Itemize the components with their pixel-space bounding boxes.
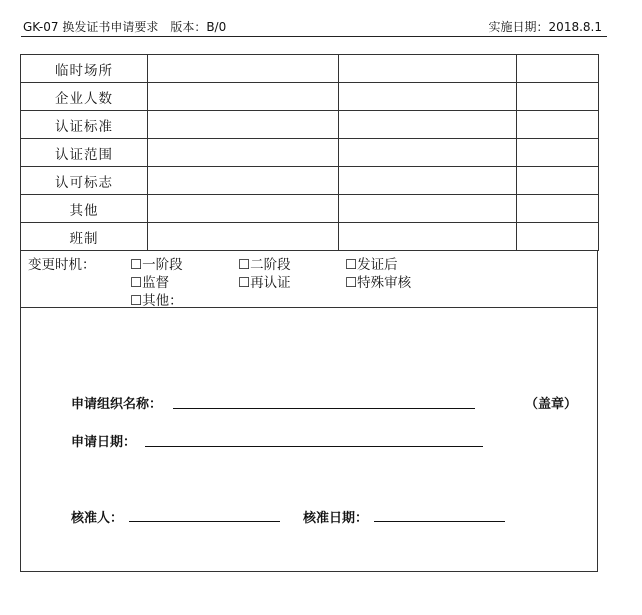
row-label: 认证范围 — [21, 139, 148, 167]
row-label: 认证标准 — [21, 111, 148, 139]
approver-label: 核准人： — [71, 511, 124, 526]
table-row — [21, 83, 599, 111]
table-cell[interactable] — [339, 83, 517, 111]
table-cell[interactable] — [517, 55, 599, 83]
table-cell[interactable] — [339, 111, 517, 139]
header-divider — [21, 36, 607, 37]
doc-code-version: GK-07 换发证书申请要求 版本：B/0 — [23, 20, 227, 34]
apply-date-line[interactable] — [145, 446, 483, 447]
table-cell[interactable] — [339, 223, 517, 251]
table-cell[interactable] — [339, 195, 517, 223]
approve-date-line[interactable] — [374, 521, 505, 522]
checkbox-stage-two[interactable]: ☐二阶段 — [238, 257, 291, 273]
apply-date-label: 申请日期： — [71, 435, 137, 450]
table-cell[interactable] — [339, 55, 517, 83]
table-cell[interactable] — [517, 223, 599, 251]
table-row — [21, 139, 599, 167]
table-cell[interactable] — [517, 83, 599, 111]
table-cell[interactable] — [517, 167, 599, 195]
table-row — [21, 223, 599, 251]
change-timing-label: 变更时机： — [28, 257, 96, 273]
table-row — [21, 111, 599, 139]
checkbox-stage-one[interactable]: ☐一阶段 — [130, 257, 183, 273]
table-cell[interactable] — [148, 195, 339, 223]
checkbox-other[interactable]: ☐其他： — [130, 293, 183, 309]
table-cell[interactable] — [148, 223, 339, 251]
checkbox-special-audit[interactable]: ☐特殊审核 — [345, 275, 412, 291]
table-row — [21, 167, 599, 195]
seal-label: （盖章） — [525, 397, 578, 412]
approve-date-label: 核准日期： — [303, 511, 369, 526]
table-cell[interactable] — [148, 83, 339, 111]
checkbox-recertification[interactable]: ☐再认证 — [238, 275, 291, 291]
table-cell[interactable] — [517, 195, 599, 223]
effective-date: 实施日期：2018.8.1 — [488, 20, 602, 34]
table-cell[interactable] — [339, 139, 517, 167]
table-cell[interactable] — [148, 55, 339, 83]
table-row — [21, 195, 599, 223]
table-cell[interactable] — [339, 167, 517, 195]
row-label: 认可标志 — [21, 167, 148, 195]
row-label: 其他 — [21, 195, 148, 223]
table-cell[interactable] — [517, 139, 599, 167]
change-timing-section — [20, 250, 598, 308]
row-label: 临时场所 — [21, 55, 148, 83]
table-cell[interactable] — [148, 139, 339, 167]
table-cell[interactable] — [517, 111, 599, 139]
table-row — [21, 55, 599, 83]
row-label: 班制 — [21, 223, 148, 251]
table-cell[interactable] — [148, 111, 339, 139]
checkbox-surveillance[interactable]: ☐监督 — [130, 275, 170, 291]
row-label: 企业人数 — [21, 83, 148, 111]
org-name-label: 申请组织名称： — [71, 397, 163, 412]
approver-line[interactable] — [129, 521, 280, 522]
info-table — [20, 54, 599, 251]
signature-section — [20, 307, 598, 572]
table-cell[interactable] — [148, 167, 339, 195]
checkbox-after-certification[interactable]: ☐发证后 — [345, 257, 398, 273]
org-name-line[interactable] — [173, 408, 475, 409]
